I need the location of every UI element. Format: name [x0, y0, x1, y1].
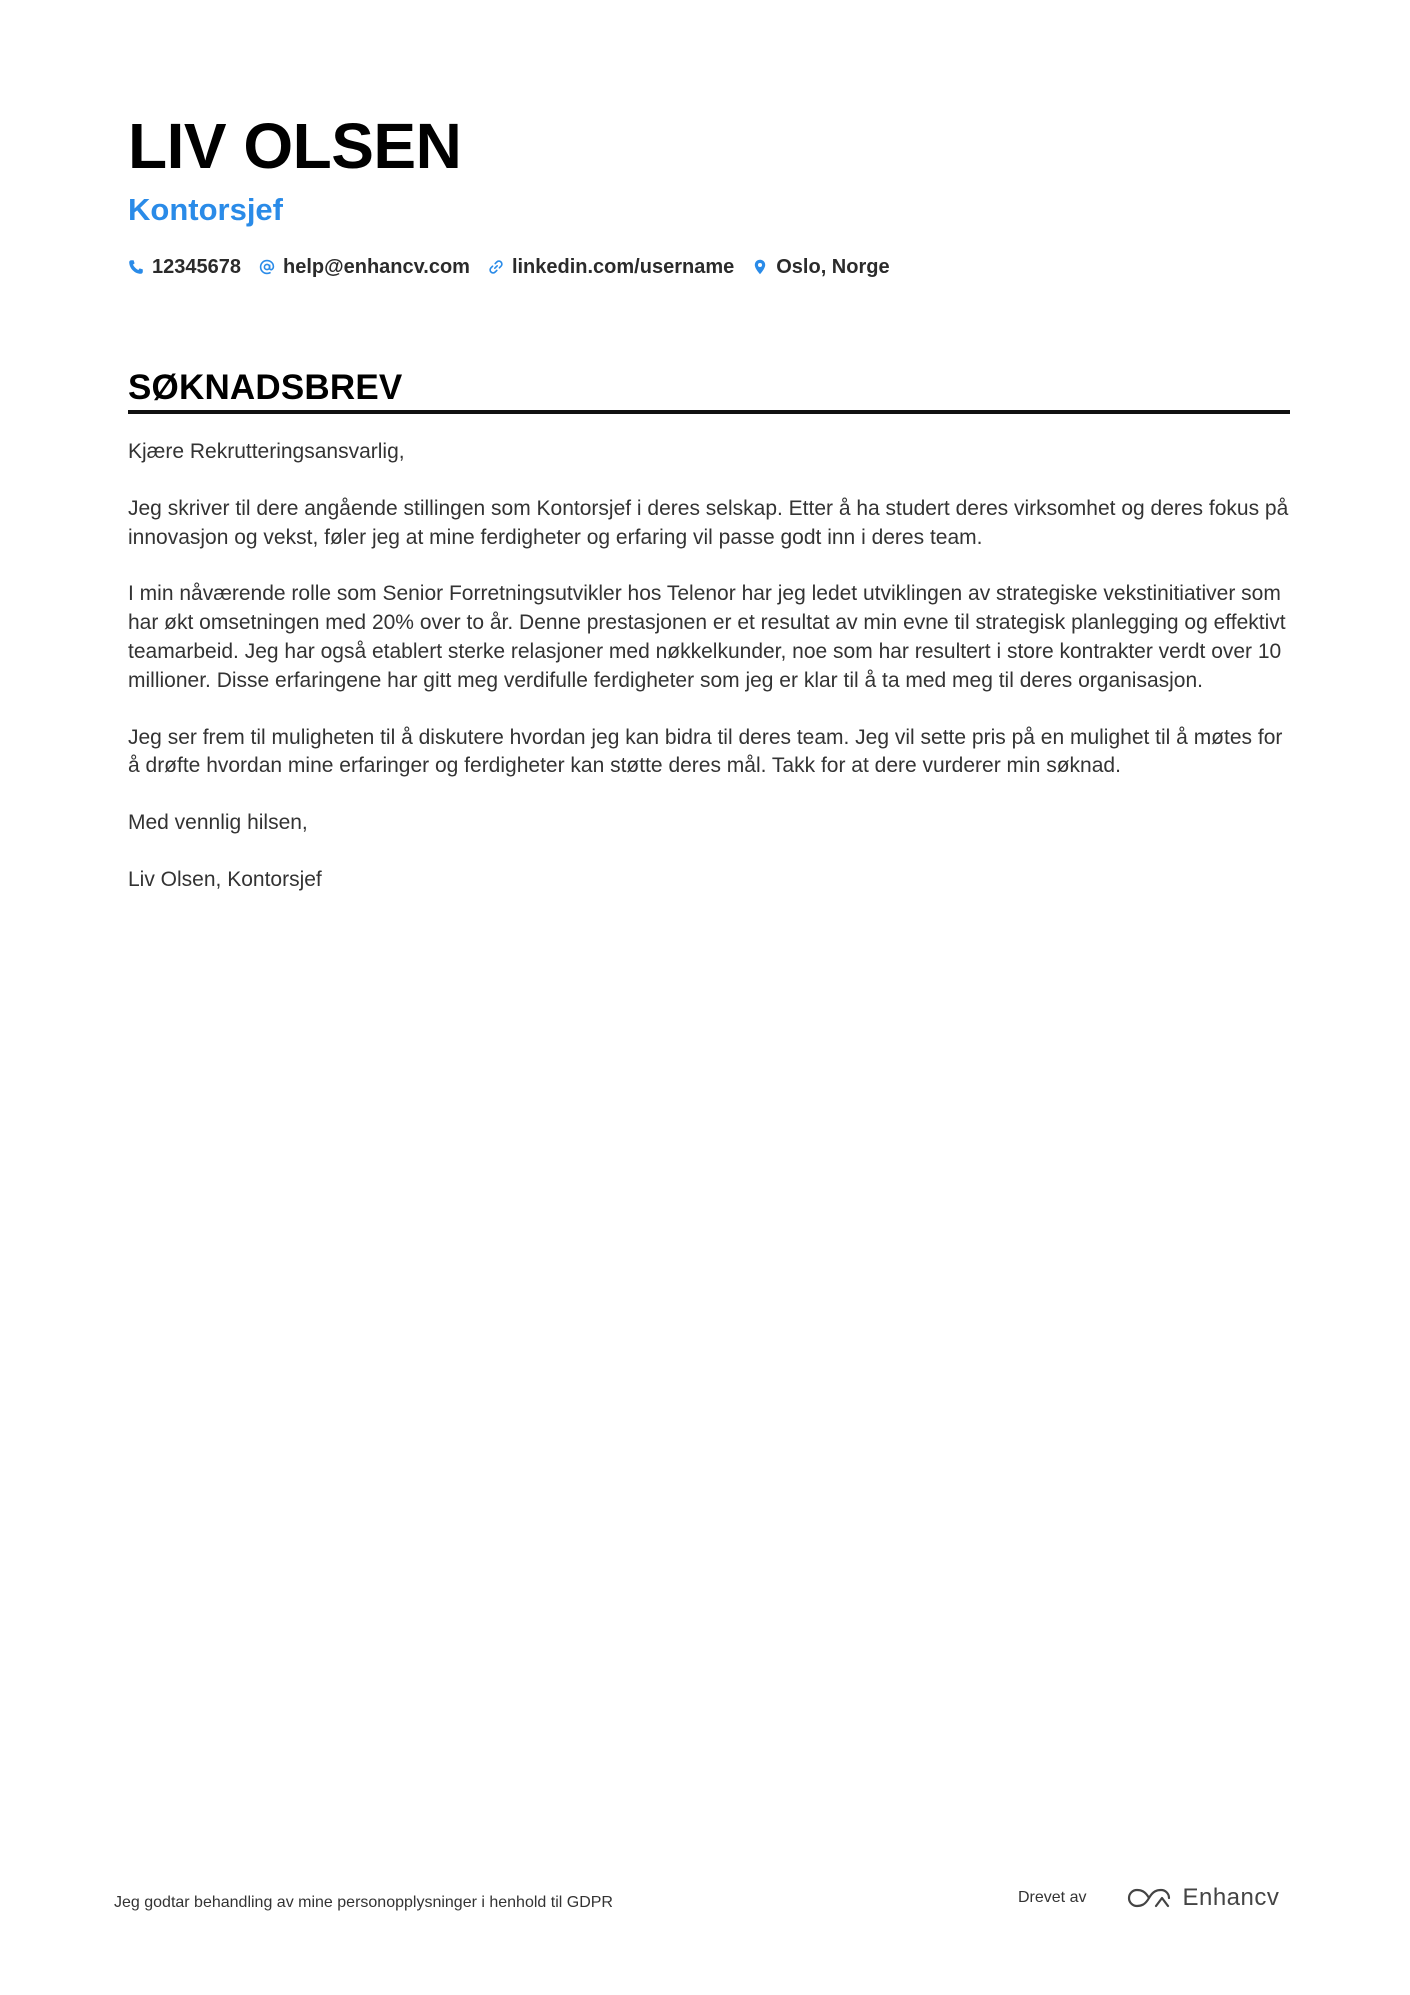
letter-body — [128, 438, 1290, 923]
letter-paragraph: Jeg skriver til dere angående stillingen som Kontorsjef i deres selskap. Etter å ha studert deres virksomhet og deres fokus på innovasjon og vekst, føler jeg at mine ferdigheter og erfaring vil passe godt inn i deres team. — [128, 496, 1289, 549]
footer-branding — [1018, 1884, 1279, 1912]
contact-location-text: Oslo, Norge — [776, 256, 890, 278]
letter-signature: Liv Olsen, Kontorsjef — [128, 867, 322, 891]
contact-phone-text: 12345678 — [152, 256, 241, 278]
letter-greeting: Kjære Rekrutteringsansvarlig, — [128, 440, 405, 463]
contact-info — [128, 254, 890, 280]
contact-location — [752, 254, 889, 280]
powered-by-label: Drevet av — [1018, 1889, 1087, 1906]
phone-icon — [128, 259, 144, 275]
letter-paragraph: Jeg ser frem til muligheten til å diskutere hvordan jeg kan bidra til deres team. Jeg vil sette pris på en mulighet til å møtes for å drøfte hvordan mine erfaringer og ferdigheter kan støtte deres mål. Takk for at dere vurderer min søknad. — [128, 725, 1283, 778]
letter-closing: Med vennlig hilsen, — [128, 811, 308, 835]
at-icon — [259, 259, 275, 275]
gdpr-consent-text: Jeg godtar behandling av mine personopplysninger i henhold til GDPR — [114, 1894, 613, 1911]
contact-linkedin[interactable] — [488, 254, 734, 280]
enhancv-logo-icon — [1126, 1886, 1172, 1910]
letter-paragraph: I min nåværende rolle som Senior Forretningsutvikler hos Telenor har jeg ledet utviklingen av strategiske vekstinitiativer som har økt omsetningen med 20% over to år. Denne prestasjonen er et resultat av min evne til strategisk planlegging og effektivt teamarbeid. Jeg har også etablert sterke relasjoner med nøkkelkunder, noe som har resultert i store kontrakter verdt over 10 millioner. Disse erfaringene har gitt meg verdifulle ferdigheter som jeg er klar til å ta med meg til deres organisasjon. — [128, 582, 1286, 692]
contact-email[interactable] — [259, 254, 470, 280]
contact-phone — [128, 254, 241, 280]
contact-linkedin-text[interactable]: linkedin.com/username — [511, 256, 735, 278]
applicant-name: LIV OLSEN — [128, 110, 462, 182]
job-title: Kontorsjef — [128, 192, 283, 227]
link-icon — [488, 259, 504, 275]
section-title: SØKNADSBREV — [128, 368, 403, 407]
section-divider — [128, 410, 1290, 414]
enhancv-logo[interactable] — [1126, 1884, 1279, 1912]
contact-email-text[interactable]: help@enhancv.com — [282, 256, 470, 278]
location-pin-icon — [752, 259, 768, 275]
brand-name: Enhancv — [1182, 1884, 1280, 1911]
